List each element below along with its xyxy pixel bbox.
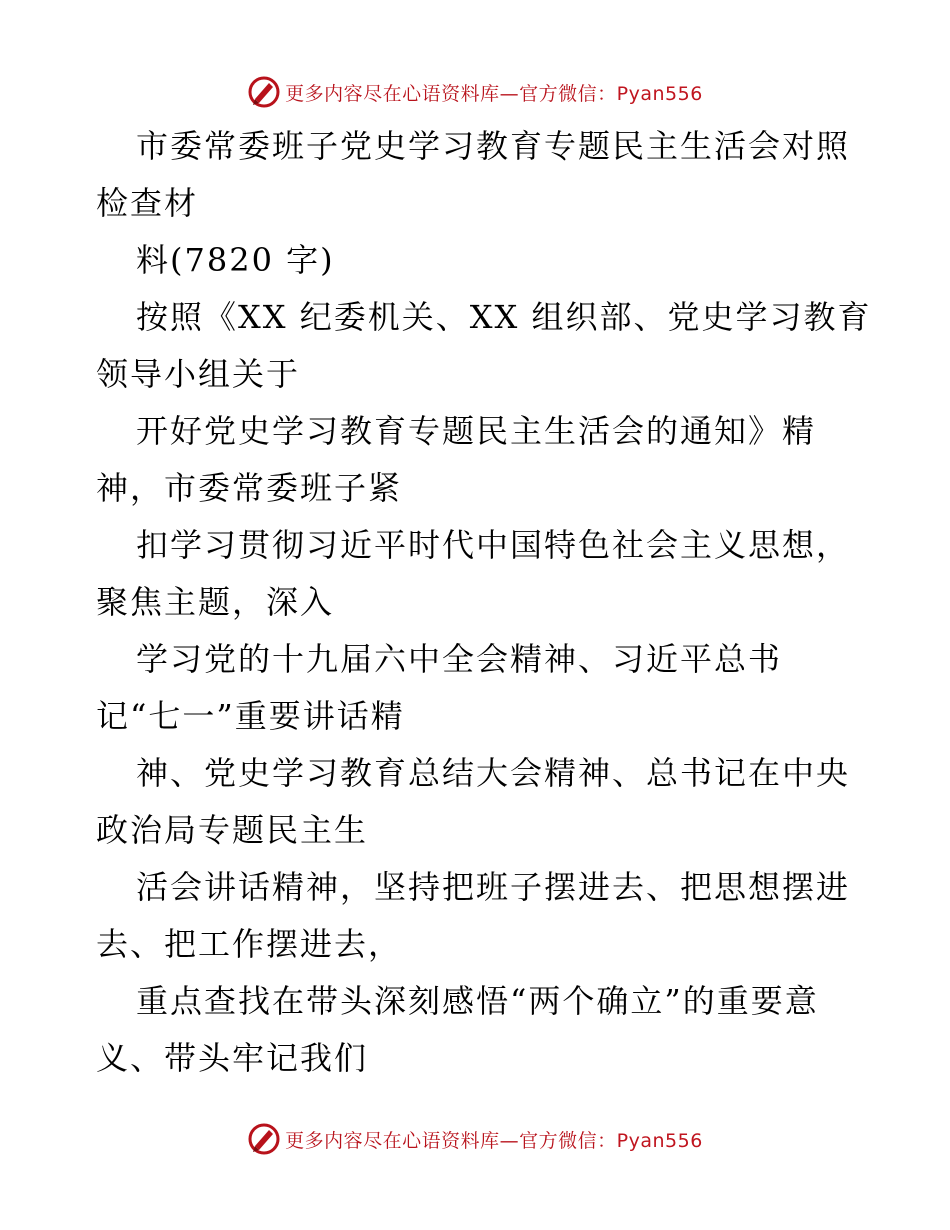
text-line: 活会讲话精神，坚持把班子摆进去、把思想摆进	[136, 868, 851, 906]
text-line: 市委常委班子党史学习教育专题民主生活会对照	[136, 127, 851, 165]
footer-banner	[0, 1119, 950, 1159]
wechat-id: Pyan556	[616, 1129, 703, 1152]
pen-logo-icon	[247, 75, 281, 109]
banner-label: 更多内容尽在心语资料库—官方微信：	[285, 1129, 617, 1152]
text-line: 领导小组关于	[96, 355, 301, 393]
text-line: 料(7820 字)	[136, 241, 335, 279]
header-banner	[0, 72, 950, 112]
text-line: 检查材	[96, 184, 199, 222]
text-line: 政治局专题民主生	[96, 811, 369, 849]
text-line: 义、带头牢记我们	[96, 1039, 369, 1077]
text-line: 学习党的十九届六中全会精神、习近平总书	[136, 640, 783, 678]
banner-label: 更多内容尽在心语资料库—官方微信：	[285, 82, 617, 105]
banner-text	[285, 1126, 703, 1153]
wechat-id: Pyan556	[616, 82, 703, 105]
text-line: 重点查找在带头深刻感悟“两个确立”的重要意	[136, 982, 819, 1020]
text-line: 神，市委常委班子紧	[96, 469, 403, 507]
text-line: 记“七一”重要讲话精	[96, 697, 405, 735]
text-line: 开好党史学习教育专题民主生活会的通知》精	[136, 412, 817, 450]
document-body	[96, 118, 872, 1087]
banner-text	[285, 79, 703, 106]
text-line: 去、把工作摆进去，	[96, 925, 403, 963]
pen-logo-icon	[247, 1122, 281, 1156]
text-line: 聚焦主题，深入	[96, 583, 335, 621]
text-line: 按照《XX 纪委机关、XX 组织部、党史学习教育	[136, 298, 872, 336]
text-line: 扣学习贯彻习近平时代中国特色社会主义思想，	[136, 526, 851, 564]
text-line: 神、党史学习教育总结大会精神、总书记在中央	[136, 754, 851, 792]
